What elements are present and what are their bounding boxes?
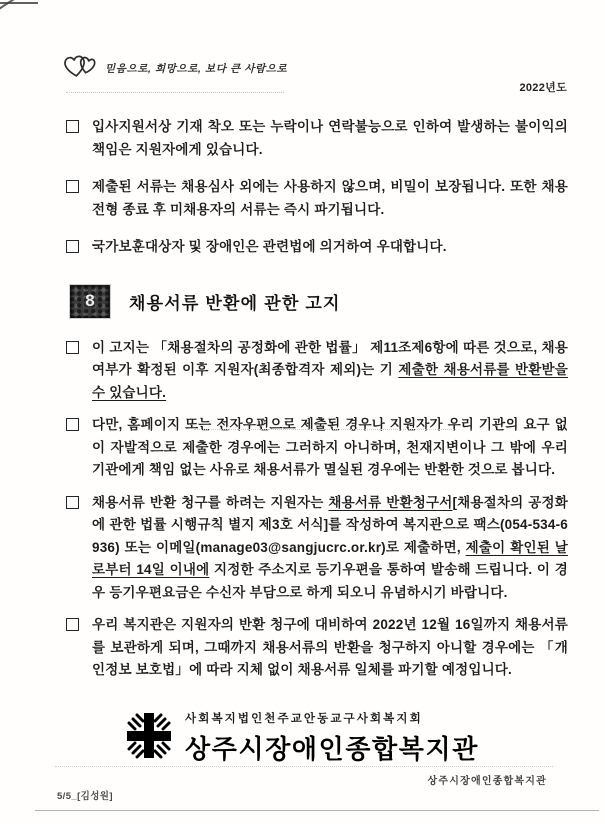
- notice-item: [66, 414, 568, 482]
- notice-item: [66, 236, 568, 259]
- scan-artifact-dotted-line: [194, 429, 456, 430]
- notice-text-segment: [채용절차의 공정화에 관한 법률 시행규칙 별지 제3호 서식]를 작성하여 복지관으로 팩스(054-534-6936) 또는 이메일(manage03@sangjucrc.or.kr)로 제출하면,: [92, 494, 568, 555]
- notice-text-segment: 지정한 주소지로 등기우편을 통하여 발송해 드립니다. 이 경우 등기우편요금은 수신자 부담으로 하게 되오니 유념하시기 바랍니다.: [92, 562, 568, 600]
- section-body: [66, 337, 568, 682]
- scan-artifact-dotted-line: [66, 92, 284, 93]
- header-brand: [62, 52, 287, 84]
- double-heart-icon: [62, 52, 98, 84]
- footer-org-name-small-right: 상주시장애인종합복지관: [427, 776, 547, 787]
- page-number-label: 5/5_[김성원]: [57, 791, 113, 802]
- notice-text: [92, 614, 568, 682]
- scan-artifact-dotted-line: [55, 766, 553, 767]
- square-checkbox-icon: [66, 341, 79, 354]
- notice-text-segment-underlined: 제출한 채용서류를 반환받을 수 있습니다.: [92, 362, 569, 400]
- notice-text-segment-underlined: 제출이 확인된 날로부터 14일 이내에: [92, 539, 569, 577]
- notice-text-segment: 우리 복지관은 지원자의 반환 청구에 대비하여 2022년 12월 16일까지 채용서류를 보관하게 되며, 그때까지 채용서류의 반환을 청구하지 아니할 경우에는 「개인정보 보호법」에 따라 지체 없이 채용서류 일체를 파기할 예정입니다.: [92, 617, 568, 677]
- square-checkbox-icon: [66, 240, 79, 253]
- notice-text-segment: 이 고지는 「채용절차의 공정화에 관한 법률」 제11조제6항에 따른 것으로, 채용 여부가 확정된 이후 지원자(최종합격자 제외)는 기: [92, 339, 568, 377]
- square-checkbox-icon: [66, 180, 79, 193]
- square-checkbox-icon: [66, 496, 79, 509]
- notice-item: [66, 116, 568, 161]
- caritas-cross-icon: [126, 712, 172, 764]
- notice-text-segment: 다만, 홈페이지 또는 전자우편으로 제출된 경우나 지원자가 우리 기관의 요구 없이 자발적으로 제출한 경우에는 그러하지 아니하며, 천재지변이나 그 밖에 우리 기관에게 책임 없는 사유로 채용서류가 멸실된 경우에는 반환한 것으로 봅니다.: [92, 417, 568, 477]
- notice-text-segment: 채용서류 반환 청구를 하려는 지원자는: [92, 494, 329, 510]
- notice-text: [92, 236, 447, 259]
- notice-text-segment-underlined: 채용서류 반환청구서: [328, 494, 453, 510]
- footer-org-name: 상주시장애인종합복지관: [185, 734, 479, 764]
- notice-text: [92, 414, 568, 482]
- notice-text: [92, 116, 568, 161]
- notice-item: [66, 614, 568, 682]
- square-checkbox-icon: [66, 120, 79, 133]
- brand-slogan: 믿음으로, 희망으로, 보다 큰 사람으로: [105, 62, 288, 75]
- footer-divider-line: [35, 810, 599, 811]
- year-label: 2022년도: [519, 82, 567, 94]
- notice-text-segment: 제출된 서류는 채용심사 외에는 사용하지 않으며, 비밀이 보장됩니다. 또한 채용전형 종료 후 미채용자의 서류는 즉시 파기됩니다.: [92, 179, 568, 217]
- notice-text-segment: 입사지원서상 기재 착오 또는 누락이나 연락불능으로 인하여 발생하는 불이익의 책임은 지원자에게 있습니다.: [92, 119, 568, 157]
- square-checkbox-icon: [66, 418, 79, 431]
- notice-text: [92, 492, 568, 605]
- notice-item: [66, 176, 568, 221]
- section-title: 채용서류 반환에 관한 고지: [129, 293, 341, 313]
- section-header: [70, 285, 568, 318]
- footer-organization-block: [0, 710, 605, 766]
- square-checkbox-icon: [66, 618, 79, 631]
- section-number-badge: 8: [70, 285, 110, 318]
- notice-item: [66, 492, 568, 605]
- footer-organization-names: [185, 710, 479, 766]
- notice-text: [92, 337, 568, 405]
- document-body: [66, 116, 568, 692]
- notice-item: [66, 337, 568, 405]
- notice-text-segment: 국가보훈대상자 및 장애인은 관련법에 의거하여 우대합니다.: [92, 239, 447, 254]
- notice-text: [92, 176, 568, 221]
- footer-org-parent-name: 사회복지법인천주교안동교구사회복지회: [185, 713, 423, 725]
